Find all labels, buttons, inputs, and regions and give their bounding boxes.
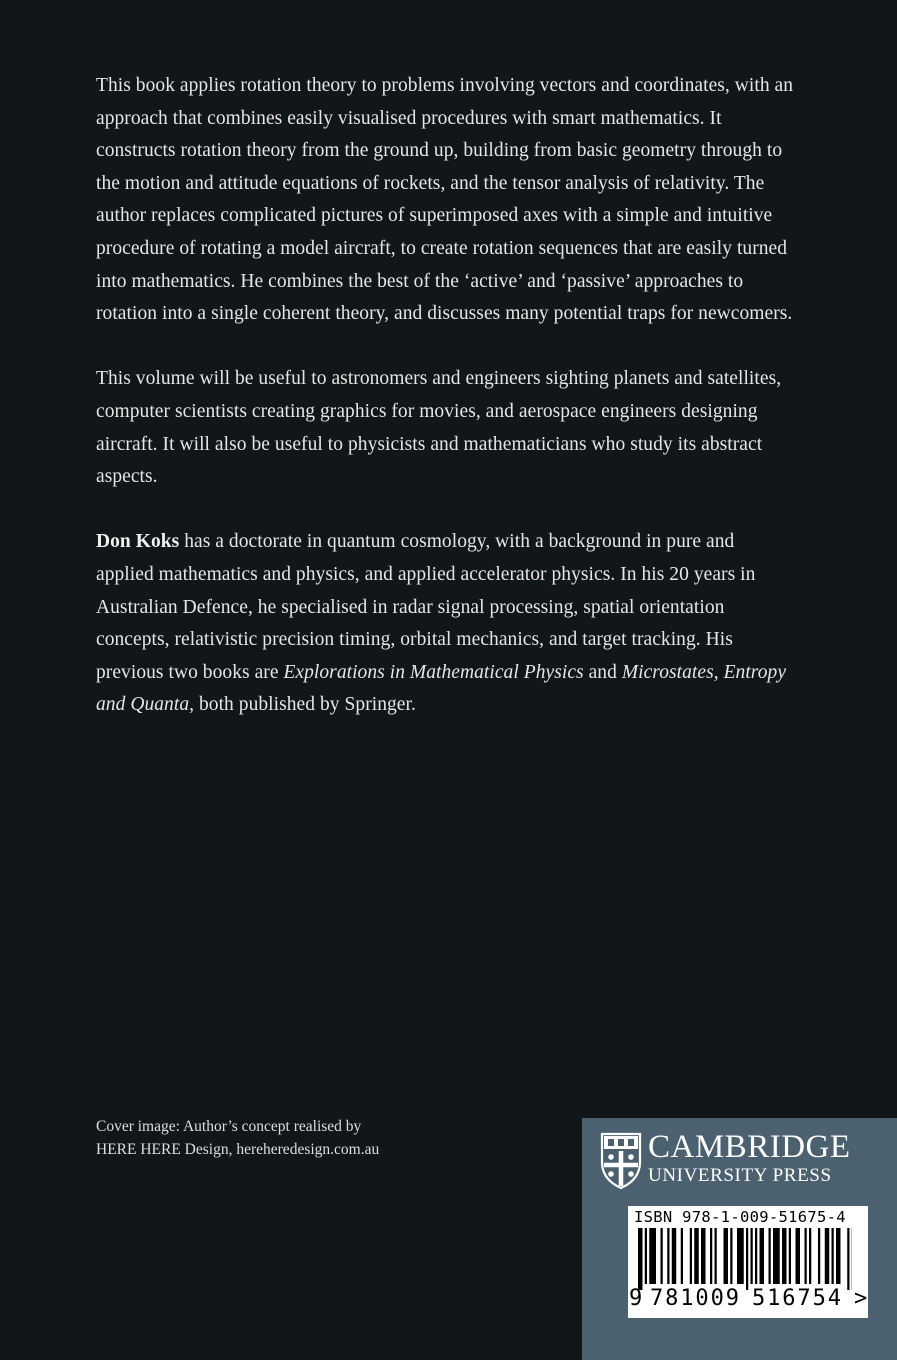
barcode-bar (746, 1228, 748, 1290)
barcode-bar (710, 1228, 712, 1284)
book-title-2: Microstates, Entropy and Quanta (96, 661, 787, 716)
cambridge-shield-icon (600, 1132, 642, 1190)
barcode-group-1: 781009 (650, 1286, 741, 1311)
barcode-bar (638, 1228, 643, 1290)
credit-line-2: HERE HERE Design, hereheredesign.com.au (96, 1140, 380, 1158)
barcode-bar (825, 1228, 830, 1284)
barcode-bar (681, 1228, 683, 1284)
barcode-bar (789, 1228, 791, 1284)
publisher-panel (582, 1118, 897, 1360)
barcode-bar (847, 1228, 849, 1290)
barcode-bar (755, 1228, 757, 1284)
barcode-bar (751, 1228, 753, 1284)
barcode-bars (638, 1228, 852, 1290)
description-paragraph: This book applies rotation theory to problems involving vectors and coordinates, with an approach that combines easily visualised procedures with smart mathematics. It constructs rotation theory from the ground up, building from basic geometry through to the motion and attitude equations of rockets, and the tensor analysis of relativity. The author replaces complicated pictures of superimposed axes with a simple and intuitive procedure of rotating a model aircraft, to create rotation sequences that are easily turned into mathematics. He combines the best of the ‘active’ and ‘passive’ approaches to rotation into a single coherent theory, and discusses many potential traps for newcomers. (96, 75, 794, 325)
isbn-barcode (628, 1206, 868, 1318)
barcode-bar (649, 1228, 656, 1284)
barcode-lead-digit: 9 (629, 1286, 643, 1311)
barcode-bar (661, 1228, 663, 1284)
barcode-group-2: 516754 (752, 1286, 843, 1311)
credit-line-1: Cover image: Author’s concept realised by (96, 1118, 362, 1135)
audience-paragraph: This volume will be useful to astronomers and engineers sighting planets and satellites, computer scientists creating graphics for movies, and aerospace engineers designing aircraft. It will also be useful to physicists and mathematicians who study its abstract aspects. (96, 368, 782, 488)
barcode-bar (715, 1228, 717, 1284)
barcode-end-mark: > (854, 1286, 868, 1311)
barcode-bar (667, 1228, 669, 1284)
barcode-bar (690, 1228, 692, 1284)
barcode-bar (694, 1228, 699, 1284)
publisher-logo (600, 1130, 880, 1192)
barcode-bar (796, 1228, 801, 1284)
cover-image-credit (96, 1116, 526, 1161)
barcode-bar (760, 1228, 765, 1284)
barcode-bar (730, 1228, 732, 1284)
author-name: Don Koks (96, 531, 180, 553)
barcode-bar (737, 1228, 744, 1284)
back-cover-blurb (96, 70, 796, 754)
barcode-bar (769, 1228, 771, 1284)
barcode-bar (724, 1228, 729, 1284)
barcode-bar (805, 1228, 807, 1284)
barcode-bar (645, 1228, 647, 1284)
barcode-bar (809, 1228, 811, 1284)
barcode-bar (832, 1228, 834, 1284)
barcode-bar (773, 1228, 780, 1284)
barcode-bar (782, 1228, 787, 1284)
barcode-bar (836, 1228, 841, 1284)
author-bio-paragraph: Don Koks has a doctorate in quantum cosmology, with a background in pure and applied mathematics and physics, and applied accelerator physics. In his 20 years in Australian Defence, he specialised in radar signal processing, spatial orientation concepts, relativistic precision timing, orbital mechanics, and target tracking. His previous two books are Explorations in Mathematical Physics and Microstates, Entropy and Quanta, both published by Springer. (96, 531, 787, 716)
barcode-bar (672, 1228, 677, 1284)
barcode-bar (701, 1228, 706, 1284)
isbn-label: ISBN 978-1-009-51675-4 (634, 1208, 846, 1226)
barcode-bar (818, 1228, 820, 1284)
book-title-1: Explorations in Mathematical Physics (283, 661, 584, 683)
publisher-name: CAMBRIDGE UNIVERSITY PRESS (648, 1129, 851, 1186)
